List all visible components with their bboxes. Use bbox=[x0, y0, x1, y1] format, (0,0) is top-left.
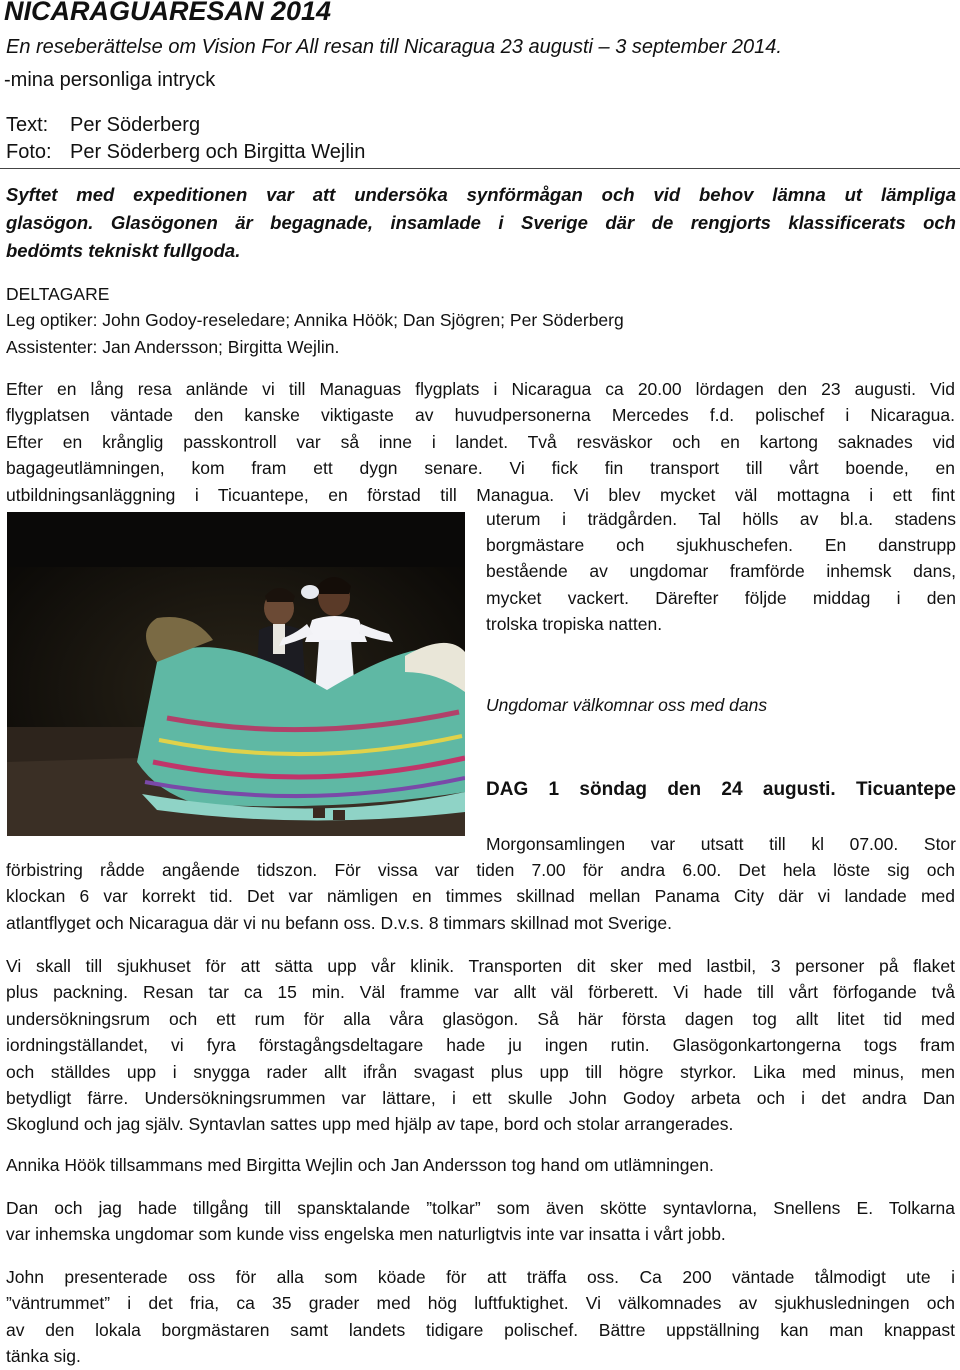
day1-heading: DAG 1 söndag den 24 augusti. Ticuantepe bbox=[486, 779, 956, 800]
photo-credit-label: Foto: bbox=[6, 141, 52, 163]
paragraph-line: klockan 6 var korrekt tid. Det var nämligen en timmes skillnad mellan Panama City där vi landade med bbox=[6, 886, 955, 907]
arrival-line: Efter en krånglig passkontroll var så inne i landet. Två resväskor och en kartong saknades vid bbox=[6, 431, 955, 452]
document-tagline: -mina personliga intryck bbox=[4, 69, 216, 91]
paragraph-line: tänka sig. bbox=[6, 1346, 81, 1367]
arrival-side-line: mycket vackert. Därefter följde middag i den bbox=[486, 587, 956, 608]
purpose-line: glasögon. Glasögonen är begagnade, insamlade i Sverige där de rengjorts klassificerats och bbox=[6, 212, 956, 233]
text-credit-value: Per Söderberg bbox=[70, 114, 201, 136]
paragraph-line: Vi skall till sjukhuset för att sätta upp vår klinik. Transporten dit sker med lastbil, 3 personer på flaket bbox=[6, 956, 955, 976]
text-credit-label: Text: bbox=[6, 114, 49, 136]
paragraph-line: och ställdes upp i snygga rader allt ifrån svagast plus upp till högre styrkor. Lika med minus, men bbox=[6, 1061, 955, 1082]
arrival-paragraph bbox=[6, 376, 955, 508]
day1-first-line-block bbox=[486, 831, 956, 857]
document-subtitle: En reseberättelse om Vision For All resan till Nicaragua 23 augusti – 3 september 2014. bbox=[6, 36, 782, 58]
paragraph-line: förbistring rådde angående tidszon. För vissa var tiden 7.00 för andra 6.00. Det hela löste sig och bbox=[6, 860, 955, 880]
arrival-line: Efter en lång resa anlände vi till Managuas flygplats i Nicaragua ca 20.00 lördagen den 23 augusti. Vid bbox=[6, 379, 955, 399]
arrival-side-line: trolska tropiska natten. bbox=[486, 613, 663, 634]
arrival-side-line: uterum i trädgården. Tal hölls av bl.a. stadens bbox=[486, 509, 956, 529]
purpose-paragraph bbox=[6, 181, 956, 265]
photo-credit bbox=[6, 141, 365, 164]
participants-heading: DELTAGARE bbox=[6, 284, 110, 304]
day1-paragraph-2 bbox=[6, 953, 955, 1138]
paragraph-line: betydligt färre. Undersökningsrummen var lättare, i ett skulle John Godoy arbeta och i det andra Dan bbox=[6, 1088, 955, 1109]
paragraph-line: Dan och jag hade tillgång till spansktalande ”tolkar” som även skötte syntavlorna, Snellens E. Tolkarna bbox=[6, 1198, 955, 1218]
paragraph-line: ”väntrummet” i det fria, ca 35 grader med hög luftfuktighet. Vi välkomnades av sjukhusledningen och bbox=[6, 1293, 955, 1314]
arrival-line: utbildningsanläggning i Ticuantepe, en förstad till Managua. Vi blev mycket väl mottagna i ett fint bbox=[6, 484, 955, 505]
paragraph-line: iordningställandet, vi fyra förstagångsdeltagare hade ju ingen rutin. Glasögonkartongerna togs fram bbox=[6, 1035, 955, 1056]
paragraph-line: Skoglund och jag själv. Syntavlan sattes upp med hjälp av tape, bord och stolar arrangerades. bbox=[6, 1114, 734, 1135]
arrival-side-line: borgmästare och sjukhuschefen. En danstrupp bbox=[486, 535, 956, 556]
day1-paragraph-3 bbox=[6, 1152, 955, 1178]
dance-photo-image bbox=[7, 512, 465, 836]
header-divider bbox=[0, 168, 960, 169]
document-title: NICARAGUARESAN 2014 bbox=[4, 0, 332, 26]
paragraph-line: John presenterade oss för alla som köade för att träffa oss. Ca 200 väntade tålmodigt ute i bbox=[6, 1267, 955, 1287]
paragraph-line: plus packning. Resan tar ca 15 min. Väl framme var allt väl förberett. Vi hade till vårt förfogande två bbox=[6, 982, 955, 1003]
photo-credit-value: Per Söderberg och Birgitta Wejlin bbox=[70, 141, 366, 163]
arrival-side-paragraph bbox=[486, 506, 956, 637]
arrival-line: bagageutlämningen, kom fram ett dygn senare. Vi fick fin transport till vårt boende, en bbox=[6, 458, 955, 479]
day1-first-line: Morgonsamlingen var utsatt till kl 07.00. Stor bbox=[486, 834, 956, 854]
purpose-line: Syftet med expeditionen var att undersöka synförmågan och vid behov lämna ut lämpliga bbox=[6, 184, 956, 205]
paragraph-line: undersökningsrum och ett rum för alla våra glasögon. Så här första dagen tog allt litet tid med bbox=[6, 1008, 955, 1029]
paragraph-line: av den lokala borgmästaren samt landets tidigare polischef. Bättre uppställning kan man knappast bbox=[6, 1319, 955, 1340]
participants-line: Assistenter: Jan Andersson; Birgitta Wejlin. bbox=[6, 336, 340, 357]
paragraph-line: Annika Höök tillsammans med Birgitta Wejlin och Jan Andersson tog hand om utlämningen. bbox=[6, 1155, 714, 1175]
arrival-side-line: bestående av ungdomar framförde inhemsk dans, bbox=[486, 561, 956, 582]
dance-photo bbox=[7, 512, 465, 836]
day1-paragraph-5 bbox=[6, 1264, 955, 1370]
photo-caption: Ungdomar välkomnar oss med dans bbox=[486, 695, 768, 715]
participants-section bbox=[6, 281, 955, 360]
paragraph-line: var inhemska ungdomar som kunde viss engelska men naturligtvis inte var insatta i vårt jobb. bbox=[6, 1224, 726, 1245]
day1-paragraph-1 bbox=[6, 857, 955, 936]
purpose-line: bedömts tekniskt fullgoda. bbox=[6, 240, 241, 261]
day1-paragraph-4 bbox=[6, 1195, 955, 1248]
text-credit bbox=[6, 114, 200, 137]
paragraph-line: atlantflyget och Nicaragua där vi nu befann oss. D.v.s. 8 timmars skillnad mot Sverige. bbox=[6, 912, 672, 933]
participants-line: Leg optiker: John Godoy-reseledare; Annika Höök; Dan Sjögren; Per Söderberg bbox=[6, 310, 624, 331]
arrival-line: flygplatsen väntade den kanske viktigaste av huvudpersonerna Mercedes f.d. polischef i Nicaragua. bbox=[6, 405, 955, 426]
